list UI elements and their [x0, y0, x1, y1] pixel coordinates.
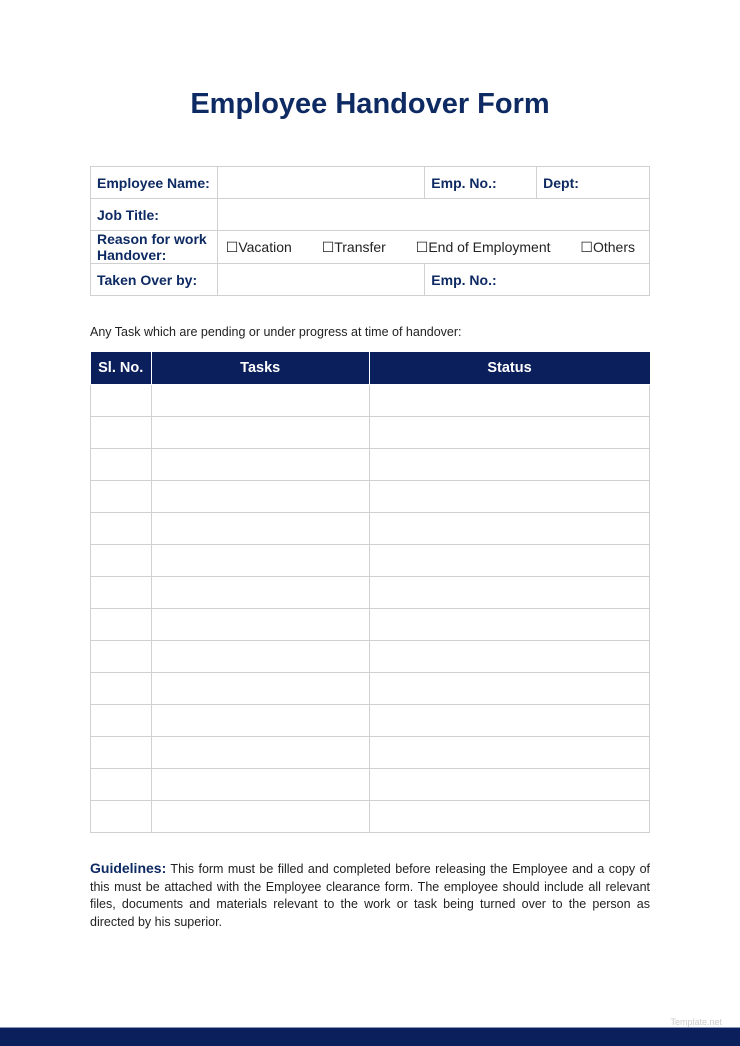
guidelines-text: This form must be filled and completed before releasing the Employee and a copy of this must be attached with the Employee clearance form. The employee should include all relevant files, documents and materials relevant to the work or task being turned over to the person as directed by his superior.: [90, 862, 650, 929]
status-cell[interactable]: [369, 416, 650, 448]
task-cell[interactable]: [151, 384, 369, 416]
table-row: [91, 576, 650, 608]
taken-over-by-label: Taken Over by:: [91, 264, 218, 296]
status-cell[interactable]: [369, 576, 650, 608]
task-cell[interactable]: [151, 416, 369, 448]
taken-over-by-field[interactable]: [217, 264, 425, 296]
task-cell[interactable]: [151, 608, 369, 640]
sl-no-cell[interactable]: [91, 640, 152, 672]
sl-no-cell[interactable]: [91, 672, 152, 704]
dept-label: Dept:: [537, 167, 650, 199]
watermark: Template.net: [670, 1017, 722, 1027]
employee-name-field[interactable]: [217, 167, 425, 199]
status-cell[interactable]: [369, 480, 650, 512]
tasks-intro: Any Task which are pending or under progress at time of handover:: [90, 325, 462, 339]
table-row: [91, 512, 650, 544]
employee-name-label: Employee Name:: [91, 167, 218, 199]
job-title-field[interactable]: [217, 199, 649, 231]
sl-no-cell[interactable]: [91, 576, 152, 608]
table-row: [91, 416, 650, 448]
status-cell[interactable]: [369, 384, 650, 416]
footer-bar: [0, 1027, 740, 1046]
task-cell[interactable]: [151, 800, 369, 832]
header-status: Status: [369, 352, 650, 384]
sl-no-cell[interactable]: [91, 768, 152, 800]
sl-no-cell[interactable]: [91, 544, 152, 576]
task-cell[interactable]: [151, 448, 369, 480]
status-cell[interactable]: [369, 672, 650, 704]
task-cell[interactable]: [151, 640, 369, 672]
header-sl-no: Sl. No.: [91, 352, 152, 384]
status-cell[interactable]: [369, 448, 650, 480]
job-title-label: Job Title:: [91, 199, 218, 231]
table-row: [91, 384, 650, 416]
task-cell[interactable]: [151, 768, 369, 800]
emp-no-label-2: Emp. No.:: [425, 264, 650, 296]
transfer-checkbox[interactable]: ☐Transfer: [321, 238, 386, 255]
vacation-checkbox[interactable]: ☐Vacation: [225, 238, 292, 255]
table-row: [91, 608, 650, 640]
table-row: [91, 544, 650, 576]
sl-no-cell[interactable]: [91, 480, 152, 512]
table-row: [91, 480, 650, 512]
table-row: [91, 736, 650, 768]
task-cell[interactable]: [151, 480, 369, 512]
status-cell[interactable]: [369, 512, 650, 544]
status-cell[interactable]: [369, 704, 650, 736]
sl-no-cell[interactable]: [91, 704, 152, 736]
task-cell[interactable]: [151, 576, 369, 608]
table-row: [91, 800, 650, 832]
task-cell[interactable]: [151, 704, 369, 736]
table-row: [91, 704, 650, 736]
others-checkbox[interactable]: ☐Others: [580, 238, 635, 255]
table-row: [91, 640, 650, 672]
emp-no-label: Emp. No.:: [425, 167, 537, 199]
status-cell[interactable]: [369, 640, 650, 672]
task-cell[interactable]: [151, 544, 369, 576]
status-cell[interactable]: [369, 544, 650, 576]
sl-no-cell[interactable]: [91, 448, 152, 480]
sl-no-cell[interactable]: [91, 800, 152, 832]
task-cell[interactable]: [151, 736, 369, 768]
status-cell[interactable]: [369, 736, 650, 768]
end-of-employment-checkbox[interactable]: ☐End of Employment: [415, 238, 551, 255]
sl-no-cell[interactable]: [91, 736, 152, 768]
sl-no-cell[interactable]: [91, 416, 152, 448]
reason-label: Reason for work Handover:: [91, 231, 218, 264]
sl-no-cell[interactable]: [91, 512, 152, 544]
table-row: [91, 672, 650, 704]
page-title: Employee Handover Form: [190, 88, 550, 120]
employee-info-table: [90, 166, 650, 296]
sl-no-cell[interactable]: [91, 384, 152, 416]
status-cell[interactable]: [369, 800, 650, 832]
task-cell[interactable]: [151, 672, 369, 704]
guidelines: [90, 860, 650, 931]
guidelines-label: Guidelines:: [90, 860, 167, 876]
header-tasks: Tasks: [151, 352, 369, 384]
sl-no-cell[interactable]: [91, 608, 152, 640]
status-cell[interactable]: [369, 768, 650, 800]
table-row: [91, 768, 650, 800]
table-row: [91, 448, 650, 480]
tasks-table: [90, 352, 650, 833]
status-cell[interactable]: [369, 608, 650, 640]
task-cell[interactable]: [151, 512, 369, 544]
